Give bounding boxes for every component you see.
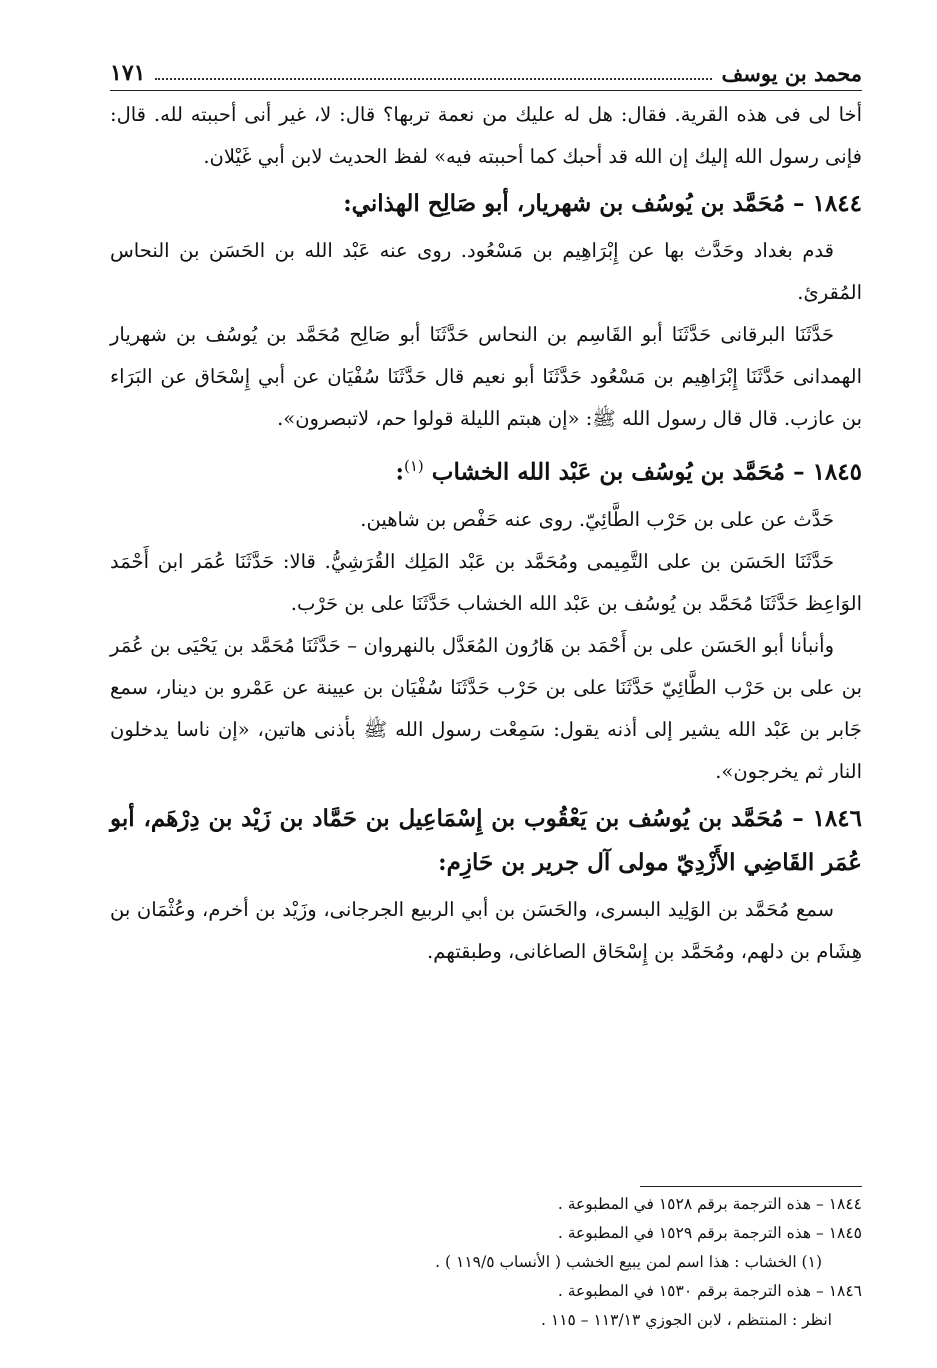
entry-1845-paragraph-2: حَدَّثَنَا الحَسَن بن على التَّمِيمى ومُحَمَّد بن عَبْد المَلِك القُرَشِيُّ. قالا: حَدَّثَنَا عُمَر ابن أَحْمَد الوَاعِظ حَدَّثَنَا مُحَمَّد بن يُوسُف بن عَبْد الله الخشاب حَدَّثَنَا على بن حَرْب.: [110, 549, 862, 615]
entry-1845-paragraph-1: حَدَّث عن على بن حَرْب الطَّائِيّ. روى عنه حَفْص بن شاهين.: [360, 507, 834, 531]
entry-heading-1845: [110, 444, 862, 495]
entry-1844-paragraph-1: قدم بغداد وحَدَّث بها عن إِبْرَاهِيم بن مَسْعُود. روى عنه عَبْد الله بن الحَسَن بن النحاس المُقرئ.: [110, 239, 862, 304]
entry-1845-paragraph-3: وأنبأنا أبو الحَسَن على بن أَحْمَد بن هَارُون المُعَدَّل بالنهروان – حَدَّثَنَا مُحَمَّد بن يَحْيَى بن عُمَر بن على بن حَرْب الطَّائِيّ حَدَّثَنَا على بن حَرْب حَدَّثَنَا سُفْيَان بن عيينة عن عَمْرو بن دينار، سمع جَابر بن عَبْد الله يشير إلى أذنه يقول: سَمِعْت رسول الله ﷺ بأذنى هاتين، «إن ناسا يدخلون النار ثم يخرجون».: [110, 633, 862, 783]
footnote-1846: ١٨٤٦ – هذه الترجمة برقم ١٥٣٠ في المطبوعة .: [557, 1282, 862, 1300]
footnote-1846-reference: انظر : المنتظم ، لابن الجوزي ١١٣/١٣ – ١١٥ .: [541, 1311, 832, 1329]
footnote-marker: (١): [404, 457, 424, 475]
entry-heading-1845-text: ١٨٤٥ – مُحَمَّد بن يُوسُف بن عَبْد الله الخشاب: [431, 458, 862, 486]
footnote-1845-note-1: (١) الخشاب : هذا اسم لمن يبيع الخشب ( الأنساب ١١٩/٥ ) .: [435, 1253, 822, 1271]
footnote-1845: ١٨٤٥ – هذه الترجمة برقم ١٥٢٩ في المطبوعة .: [557, 1224, 862, 1242]
page-number: ١٧١: [110, 60, 146, 86]
entry-1846-paragraph-1: سمع مُحَمَّد بن الوَلِيد البسرى، والحَسَن بن أبي الربيع الجرجانى، وزَيْد بن أخرم، وعُثْمَان بن هِشَام بن دلهم، ومُحَمَّد بن إِسْحَاق الصاغانى، وطبقتهم.: [110, 897, 862, 963]
paragraph-continuation: أخا لى فى هذه القرية. فقال: هل له عليك من نعمة تربها؟ قال: لا، غير أنى أحببته لله. قال: فإنى رسول الله إليك إن الله قد أحبك كما أحببته فيه» لفظ الحديث لابن أبي غَيْلان.: [110, 103, 862, 168]
entry-heading-1845-colon: :: [395, 458, 404, 486]
footnote-separator: [640, 1186, 862, 1187]
entry-heading-1844: ١٨٤٤ – مُحَمَّد بن يُوسُف بن شهريار، أبو صَالِح الهذاني:: [343, 190, 862, 217]
entry-heading-1846: ١٨٤٦ – مُحَمَّد بن يُوسُف بن يَعْقُوب بن إِسْمَاعِيل بن حَمَّاد بن زَيْد بن دِرْهَم، أبو عُمَر القَاضِي الأَزْدِيّ مولى آل جرير بن حَازِم:: [110, 804, 862, 876]
footnote-1844: ١٨٤٤ – هذه الترجمة برقم ١٥٢٨ في المطبوعة .: [557, 1195, 862, 1213]
header-dot-leader: [155, 78, 711, 80]
running-title: محمد بن يوسف: [721, 61, 862, 86]
main-text: [110, 94, 862, 973]
footnotes: [330, 1190, 862, 1335]
entry-1844-paragraph-2: حَدَّثَنَا البرقانى حَدَّثَنَا أبو القَاسِم بن النحاس حَدَّثَنَا أبو صَالِح مُحَمَّد بن يُوسُف بن شهريار الهمدانى حَدَّثَنَا إِبْرَاهِيم بن مَسْعُود حَدَّثَنَا أبو نعيم قال حَدَّثَنَا سُفْيَان عن أبي إِسْحَاق عن البَرَاء بن عازب. قال قال رسول الله ﷺ: «إن هبتم الليلة قولوا حم، لاتبصرون».: [110, 323, 862, 430]
page-header: [110, 50, 862, 91]
